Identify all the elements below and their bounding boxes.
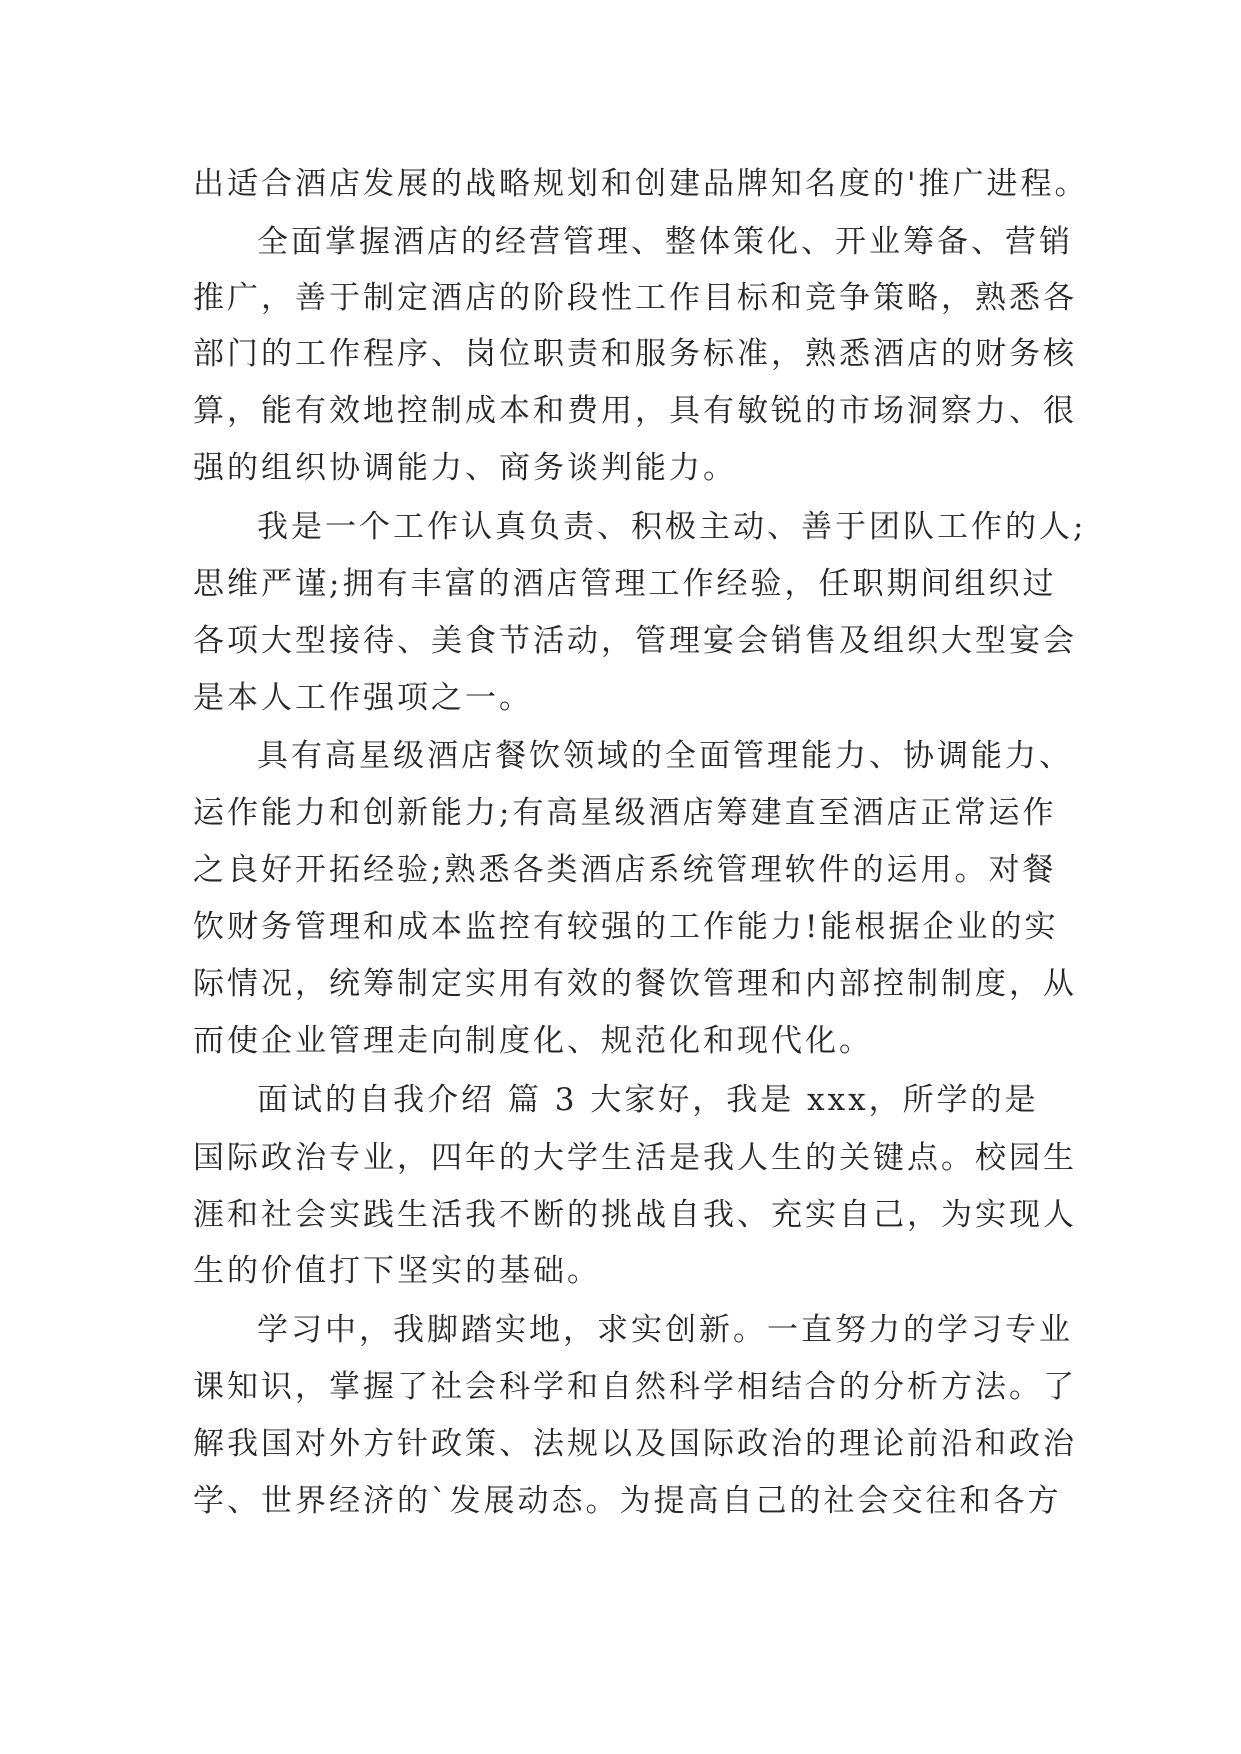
text-line: 出适合酒店发展的战略规划和创建品牌知名度的'推广进程。 — [193, 166, 1089, 202]
text-line: 强的组织协调能力、商务谈判能力。 — [193, 450, 737, 486]
text-line: 涯和社会实践生活我不断的挑战自我、充实自己，为实现人 — [193, 1197, 1077, 1233]
text-line: 解我国对外方针政策、法规以及国际政治的理论前沿和政治 — [193, 1426, 1077, 1462]
text-line: 推广，善于制定酒店的阶段性工作目标和竞争策略，熟悉各 — [193, 280, 1077, 316]
text-line: 饮财务管理和成本监控有较强的工作能力!能根据企业的实 — [193, 909, 1059, 945]
text-line: 算，能有效地控制成本和费用，具有敏锐的市场洞察力、很 — [193, 393, 1077, 429]
text-line: 之良好开拓经验;熟悉各类酒店系统管理软件的运用。对餐 — [193, 852, 1057, 888]
paragraph-first-line: 面试的自我介绍 篇 3 大家好，我是 xxx，所学的是 — [257, 1082, 1039, 1118]
paragraph-first-line: 全面掌握酒店的经营管理、整体策化、开业筹备、营销 — [257, 224, 1073, 260]
text-line: 运作能力和创新能力;有高星级酒店筹建直至酒店正常运作 — [193, 795, 1057, 831]
text-line: 国际政治专业，四年的大学生活是我人生的关键点。校园生 — [193, 1140, 1077, 1176]
text-line: 学、世界经济的`发展动态。为提高自己的社会交往和各方 — [193, 1483, 1062, 1519]
text-line: 部门的工作程序、岗位职责和服务标准，熟悉酒店的财务核 — [193, 336, 1077, 372]
text-line: 思维严谨;拥有丰富的酒店管理工作经验，任职期间组织过 — [193, 566, 1057, 602]
text-line: 际情况，统筹制定实用有效的餐饮管理和内部控制制度，从 — [193, 966, 1077, 1002]
text-line: 是本人工作强项之一。 — [193, 680, 533, 716]
paragraph-first-line: 学习中，我脚踏实地，求实创新。一直努力的学习专业 — [257, 1312, 1073, 1348]
text-line: 各项大型接待、美食节活动，管理宴会销售及组织大型宴会 — [193, 623, 1077, 659]
paragraph-first-line: 具有高星级酒店餐饮领域的全面管理能力、协调能力、 — [257, 738, 1073, 774]
text-line: 生的价值打下坚实的基础。 — [193, 1253, 601, 1289]
paragraph-first-line: 我是一个工作认真负责、积极主动、善于团队工作的人; — [257, 509, 1087, 545]
text-line: 而使企业管理走向制度化、规范化和现代化。 — [193, 1023, 873, 1059]
text-line: 课知识，掌握了社会科学和自然科学相结合的分析方法。了 — [193, 1369, 1077, 1405]
